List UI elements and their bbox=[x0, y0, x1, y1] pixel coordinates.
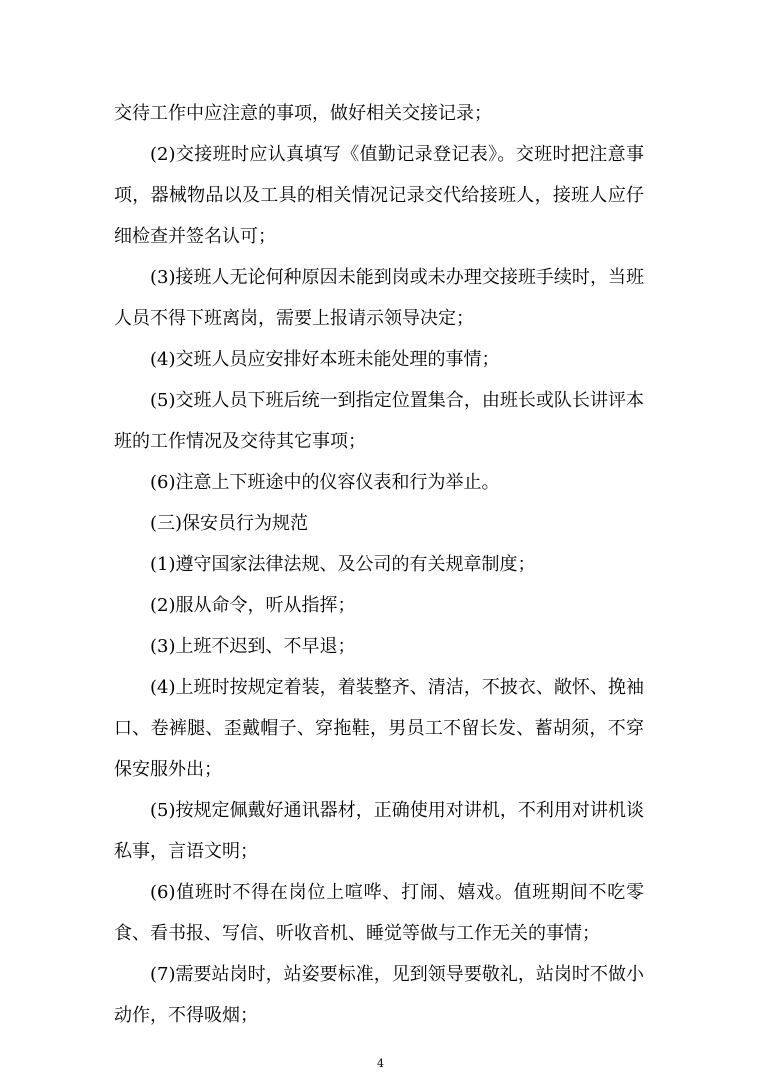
paragraph-rule-4-dress-code: (4)上班时按规定着装，着装整齐、清洁，不披衣、敞怀、挽袖口、卷裤腿、歪戴帽子、穿拖鞋，男员工不留长发、蓄胡须，不穿保安服外出； bbox=[114, 677, 644, 780]
document-body bbox=[114, 93, 644, 1036]
paragraph-item-6-commute-conduct: (6)注意上下班途中的仪容仪表和行为举止。 bbox=[150, 472, 500, 493]
section-heading-guard-conduct: (三)保安员行为规范 bbox=[150, 513, 309, 534]
paragraph-rule-1-obey-law: (1)遵守国家法律法规、及公司的有关规章制度； bbox=[150, 554, 536, 575]
paragraph-item-2-handover-log: (2)交接班时应认真填写《值勤记录登记表》。交班时把注意事项，器械物品以及工具的相关情况记录交代给接班人，接班人应仔细检查并签名认可； bbox=[114, 144, 644, 247]
paragraph-handover-continuation: 交待工作中应注意的事项，做好相关交接记录； bbox=[114, 103, 492, 124]
paragraph-item-4-unfinished-matters: (4)交班人员应安排好本班未能处理的事情； bbox=[150, 349, 500, 370]
paragraph-rule-3-punctuality: (3)上班不迟到、不早退； bbox=[150, 636, 356, 657]
paragraph-item-3-successor-absent: (3)接班人无论何种原因未能到岗或未办理交接班手续时，当班人员不得下班离岗，需要上报请示领导决定； bbox=[114, 267, 644, 329]
paragraph-item-5-assembly: (5)交班人员下班后统一到指定位置集合，由班长或队长讲评本班的工作情况及交待其它事项； bbox=[114, 390, 644, 452]
paragraph-rule-6-on-duty-behavior: (6)值班时不得在岗位上喧哗、打闹、嬉戏。值班期间不吃零食、看书报、写信、听收音机、睡觉等做与工作无关的事情； bbox=[114, 882, 644, 944]
paragraph-rule-5-radio-use: (5)按规定佩戴好通讯器材，正确使用对讲机，不利用对讲机谈私事，言语文明； bbox=[114, 800, 644, 862]
page-number: 4 bbox=[377, 1057, 384, 1070]
paragraph-rule-2-obey-orders: (2)服从命令，听从指挥； bbox=[150, 595, 356, 616]
paragraph-rule-7-standing-post: (7)需要站岗时，站姿要标准，见到领导要敬礼，站岗时不做小动作，不得吸烟； bbox=[114, 964, 644, 1026]
